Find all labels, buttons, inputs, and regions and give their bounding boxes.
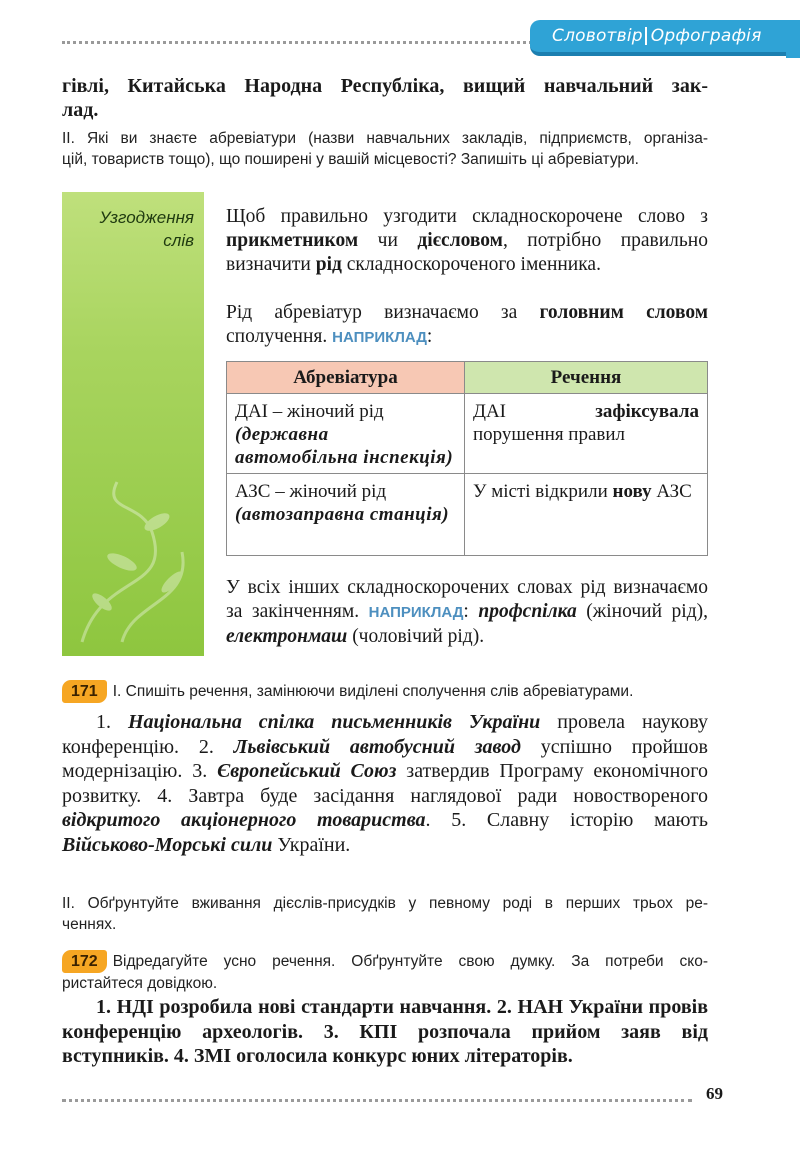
intro-paragraph bbox=[62, 74, 708, 122]
top-dotted-rule bbox=[62, 41, 532, 44]
exercise-172-task-line2: ристайтеся довідкою. bbox=[62, 975, 218, 992]
table-cell-sentence bbox=[465, 394, 708, 474]
table-header-row bbox=[227, 362, 708, 394]
rule-paragraph-3 bbox=[226, 576, 708, 649]
sidebar-label-line2: слів bbox=[163, 231, 194, 250]
header-part2: Орфографія bbox=[650, 26, 762, 46]
example-word: електронмаш bbox=[226, 626, 348, 647]
section-header-tab bbox=[530, 20, 800, 56]
table-cell-sentence bbox=[465, 474, 708, 556]
exercise-172-task bbox=[62, 950, 708, 994]
table-row bbox=[227, 474, 708, 556]
example-marker: НАПРИКЛАД bbox=[368, 604, 464, 621]
header-edge-stripe bbox=[786, 24, 800, 58]
sentence-text: успішно пройшов модернізацію. bbox=[62, 735, 709, 782]
rule-text: сполучення. bbox=[226, 326, 333, 347]
example-word: профспілка bbox=[478, 601, 577, 622]
sentence-text: провела наукову конференцію. bbox=[62, 711, 709, 758]
rule-text: Щоб правильно узгодити складноскорочене слово з bbox=[226, 206, 708, 227]
sentence-text: АЗС bbox=[651, 481, 692, 502]
example-marker: НАПРИКЛАД bbox=[332, 329, 427, 346]
rule-paragraph-1 bbox=[226, 205, 708, 277]
sentence-number: 1. bbox=[96, 711, 128, 733]
page-number: 69 bbox=[706, 1084, 723, 1103]
sentence-text: порушення правил bbox=[473, 424, 626, 445]
table-row bbox=[227, 394, 708, 474]
sentence-bold: нову bbox=[612, 481, 652, 502]
header-part1: Словотвір bbox=[552, 26, 643, 46]
rule-bold-term: рід bbox=[315, 254, 342, 275]
sentence-bold: зафіксувала bbox=[595, 401, 699, 422]
sentence-text: ДАІ bbox=[473, 401, 596, 422]
rule-text: Рід абревіатур визначаємо за bbox=[226, 302, 540, 323]
bottom-dotted-rule bbox=[62, 1099, 692, 1102]
highlighted-phrase: Національна спілка письменників України bbox=[127, 711, 541, 733]
task2-line1: ІІ. Які ви знаєте абревіатури (назви навчальних закладів, підприємств, організа- bbox=[62, 130, 708, 147]
sentence-number: 3. bbox=[192, 760, 218, 782]
task2-line2: цій, товариств тощо), що поширені у вашій місцевості? Запишіть ці абревіатури. bbox=[62, 151, 639, 168]
sentence-text: України. bbox=[272, 833, 351, 856]
highlighted-phrase: Військово-Морські сили bbox=[62, 833, 273, 856]
task-2-instructions bbox=[62, 128, 708, 170]
highlighted-phrase: відкритого акціонерного товариства bbox=[62, 809, 426, 831]
task2-line2: ченнях. bbox=[62, 916, 117, 933]
rule-paragraph-2 bbox=[226, 301, 708, 350]
sidebar-label bbox=[99, 206, 194, 252]
exercise-171-task2 bbox=[62, 893, 708, 935]
abbr-term: АЗС – жіночий рід bbox=[235, 481, 387, 502]
sentence-text: У місті відкрили bbox=[473, 481, 613, 502]
rule-text: (чоловічий рід). bbox=[347, 626, 485, 647]
highlighted-phrase: Львівський автобусний завод bbox=[233, 735, 521, 758]
exercise-172-text: 1. НДІ розробила нові стандарти навчання. 2. НАН України провів конференцію археологів. 3. КПІ розпочала прийом заяв від вступників. 4. ЗМІ оголосила конкурс юних літераторів. bbox=[62, 996, 708, 1067]
intro-line2: лад. bbox=[62, 99, 99, 121]
rule-text: чи bbox=[358, 230, 418, 251]
rule-text: складноскороченого іменника. bbox=[341, 254, 601, 275]
sentence-text: 4. Завтра буде засідання наглядової ради новоствореного bbox=[157, 784, 708, 807]
abbr-expansion: (державна автомобільна інспекція) bbox=[235, 424, 454, 468]
exercise-171-text bbox=[62, 710, 708, 857]
abbreviation-table bbox=[226, 361, 708, 556]
abbr-expansion: (автозаправна станція) bbox=[235, 504, 450, 525]
header-separator bbox=[645, 27, 647, 45]
sentence-text: . bbox=[425, 809, 452, 831]
exercise-172-task-line1: Відредагуйте усно речення. Обґрунтуйте свою думку. За потреби ско- bbox=[112, 953, 708, 970]
abbr-term: ДАІ – жіночий рід bbox=[235, 401, 384, 422]
rule-bold-term: дієсловом bbox=[417, 230, 503, 251]
table-header-sentence: Речення bbox=[465, 362, 708, 394]
exercise-number-badge: 172 bbox=[62, 950, 107, 973]
task2-line1: ІІ. Обґрунтуйте вживання дієслів-присудків у певному роді в перших трьох ре- bbox=[62, 895, 708, 912]
table-header-abbreviation: Абревіатура bbox=[227, 362, 465, 394]
sentence-number: 2. bbox=[198, 735, 234, 758]
sentence-text: затвердив Програму економічного розвитку. bbox=[62, 760, 709, 807]
rule-text: , потрібно правильно визначити bbox=[226, 230, 708, 275]
rule-text: : bbox=[463, 601, 479, 622]
rule-sidebar bbox=[62, 192, 204, 656]
sidebar-label-line1: Узгодження bbox=[99, 208, 194, 227]
rule-text: : bbox=[426, 326, 433, 347]
highlighted-phrase: Європейський Союз bbox=[217, 760, 397, 782]
intro-line1: гівлі, Китайська Народна Республіка, вищий навчальний зак- bbox=[62, 75, 708, 97]
table-cell-abbr bbox=[227, 474, 465, 556]
exercise-171-task1: І. Спишіть речення, замінюючи виділені сполучення слів абревіатурами. bbox=[112, 683, 634, 700]
exercise-number-badge: 171 bbox=[62, 680, 107, 703]
exercise-171-task bbox=[62, 680, 708, 703]
sentence-text: 5. Славну історію мають bbox=[451, 809, 708, 831]
rule-text: (жіночий рід), bbox=[576, 601, 709, 622]
rule-text: У всіх інших складноскорочених словах рід визначаємо за закінченням. bbox=[226, 577, 708, 622]
decorative-swirl-icon bbox=[62, 452, 204, 652]
table-cell-abbr bbox=[227, 394, 465, 474]
rule-bold-term: головним словом bbox=[539, 302, 709, 323]
rule-bold-term: прикметником bbox=[226, 230, 359, 251]
